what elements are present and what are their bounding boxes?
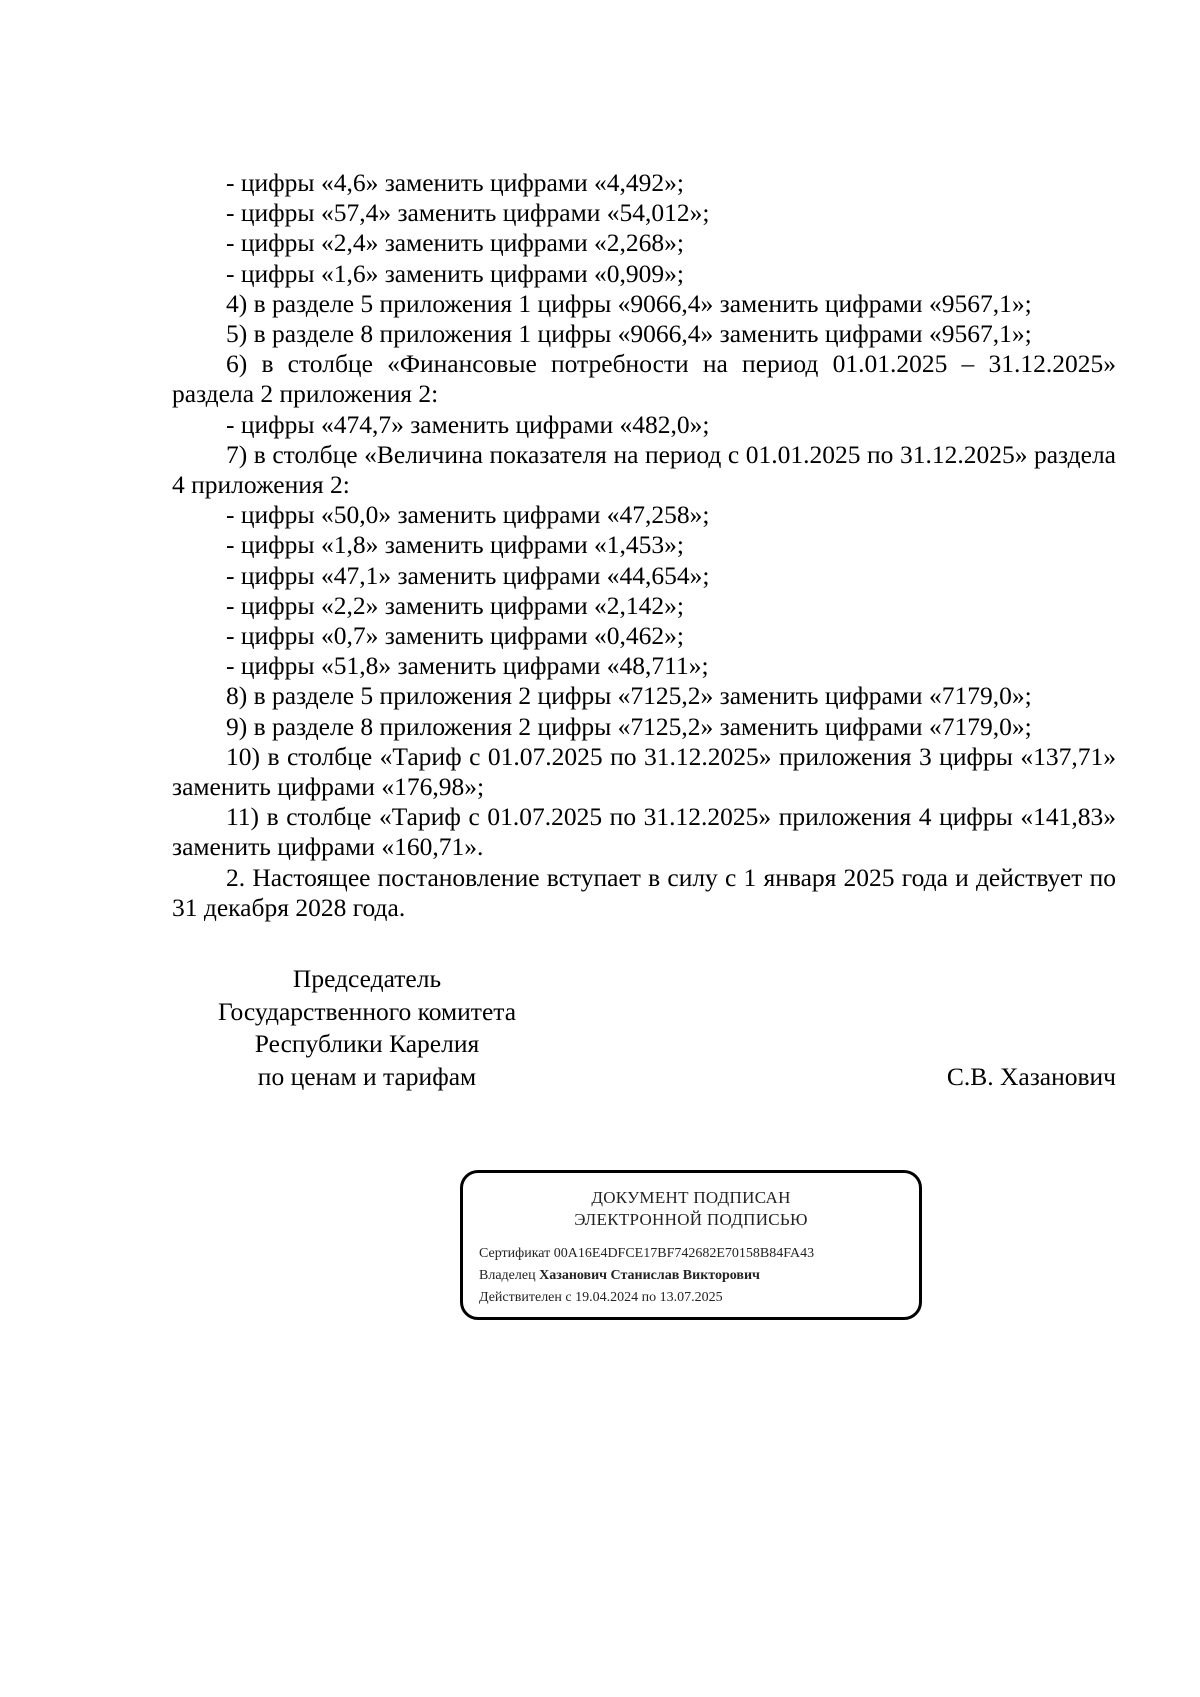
valid-to: 13.07.2025 [659,1290,723,1305]
position-line: Председатель [292,964,442,993]
paragraph: - цифры «2,4» заменить цифрами «2,268»; [226,228,684,258]
certificate-value: 00A16E4DFCE17BF742682E70158B84FA43 [553,1246,815,1261]
paragraph: - цифры «0,7» заменить цифрами «0,462»; [226,621,684,651]
validity-line [479,1287,919,1309]
paragraph: 10) в столбце «Тариф с 01.07.2025 по 31.12.2025» приложения 3 цифры «137,71» заменить цифрами «176,98»; [172,741,1116,802]
paragraph: 2. Настоящее постановление вступает в силу с 1 января 2025 года и действует по 31 декабря 2028 года. [172,862,1116,922]
paragraph: - цифры «474,7» заменить цифрами «482,0»; [226,409,710,439]
stamp-title-line: ЭЛЕКТРОННОЙ ПОДПИСЬЮ [574,1210,808,1229]
paragraph: - цифры «2,2» заменить цифрами «2,142»; [226,590,684,620]
stamp-details [463,1243,919,1309]
paragraph: - цифры «50,0» заменить цифрами «47,258»; [226,500,710,530]
paragraph: 9) в разделе 8 приложения 2 цифры «7125,2» заменить цифрами «7179,0»; [226,711,1032,741]
paragraph: - цифры «1,8» заменить цифрами «1,453»; [226,530,684,560]
signature-block [172,963,1116,1093]
paragraph: - цифры «4,6» заменить цифрами «4,492»; [226,168,684,197]
document-body [172,168,1116,923]
paragraph: 11) в столбце «Тариф с 01.07.2025 по 31.12.2025» приложения 4 цифры «141,83» заменить цифрами «160,71». [172,802,1116,862]
stamp-title [463,1187,919,1231]
certificate-label: Сертификат [479,1246,551,1261]
owner-label: Владелец [479,1268,536,1283]
position-line: Республики Карелия [254,1029,480,1058]
signer-name: С.В. Хазанович [946,1061,1116,1091]
paragraph: 6) в столбце «Финансовые потребности на период 01.01.2025 – 31.12.2025» раздела 2 приложения 2: [172,349,1116,409]
position-line: Государственного комитета [217,996,517,1026]
paragraph: 5) в разделе 8 приложения 1 цифры «9066,4» заменить цифрами «9567,1»; [226,319,1032,349]
signer-position [172,963,562,1093]
owner-line [479,1265,919,1287]
certificate-line [479,1243,919,1265]
valid-from: 19.04.2024 [575,1290,639,1305]
paragraph: - цифры «47,1» заменить цифрами «44,654»; [226,560,710,590]
position-line: по ценам и тарифам [257,1061,477,1091]
valid-to-label: по [641,1290,657,1305]
paragraph: - цифры «57,4» заменить цифрами «54,012»; [226,198,710,228]
paragraph: 8) в разделе 5 приложения 2 цифры «7125,2» заменить цифрами «7179,0»; [226,681,1032,711]
paragraph: - цифры «51,8» заменить цифрами «48,711»; [226,651,709,681]
paragraph: 4) в разделе 5 приложения 1 цифры «9066,4» заменить цифрами «9567,1»; [226,288,1032,318]
electronic-signature-stamp [460,1170,922,1320]
valid-label: Действителен с [479,1290,572,1305]
paragraph: - цифры «1,6» заменить цифрами «0,909»; [226,258,684,288]
stamp-title-line: ДОКУМЕНТ ПОДПИСАН [591,1188,791,1207]
owner-value: Хазанович Станислав Викторович [539,1268,760,1283]
paragraph: 7) в столбце «Величина показателя на период с 01.01.2025 по 31.12.2025» раздела 4 приложения 2: [172,439,1116,500]
